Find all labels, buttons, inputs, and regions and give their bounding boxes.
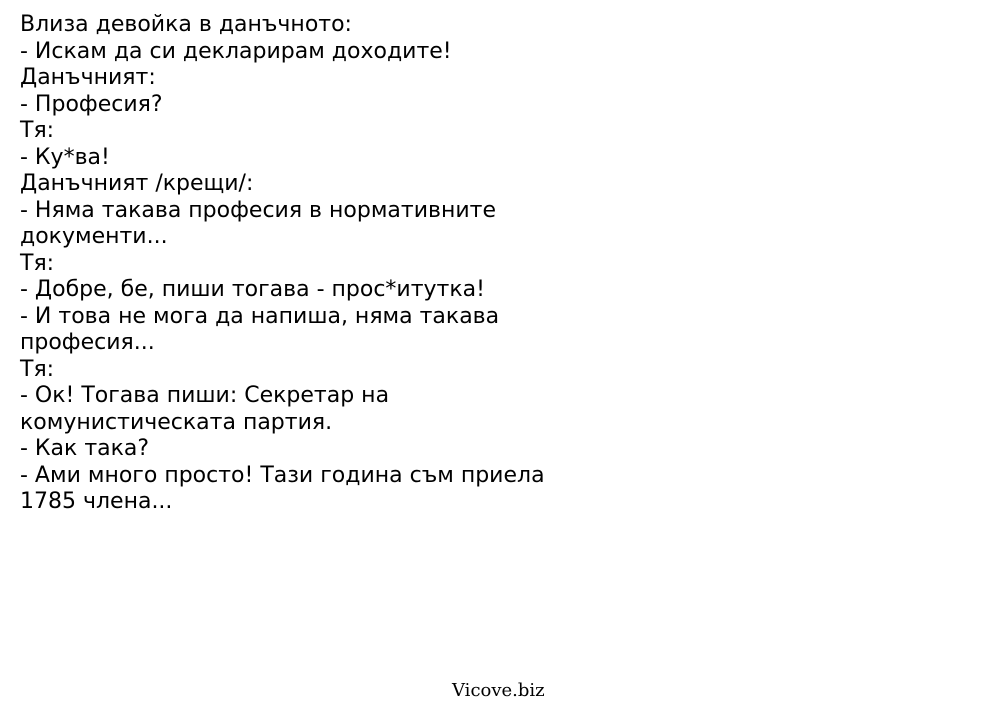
joke-line: Тя: (20, 118, 55, 143)
joke-line: - Ку*ва! (20, 144, 110, 170)
joke-line: професия... (20, 330, 155, 355)
joke-line: документи... (20, 224, 168, 249)
joke-line: - Няма такава професия в нормативните (20, 197, 497, 223)
joke-line: Тя: (20, 356, 55, 382)
joke-line: 1785 члена... (20, 489, 173, 514)
joke-text (20, 12, 660, 516)
joke-line: - Добре, бе, пиши тогава - прос*итутка! (20, 277, 485, 302)
joke-line: Влиза девойка в данъчното: (20, 12, 352, 37)
joke-line: - Професия? (20, 91, 163, 117)
joke-line: комунистическата партия. (20, 409, 333, 435)
joke-line: - Как така? (20, 436, 150, 461)
site-watermark: Vicove.biz (452, 680, 545, 701)
joke-line: - Искам да си декларирам доходите! (20, 38, 452, 64)
joke-line: - Ок! Тогава пиши: Секретар на (20, 383, 390, 408)
joke-line: - Ами много просто! Тази година съм приела (20, 462, 545, 488)
joke-line: Тя: (20, 250, 55, 276)
joke-line: Данъчният /крещи/: (20, 171, 254, 196)
joke-line: - И това не мога да напиша, няма такава (20, 303, 500, 329)
joke-line: Данъчният: (20, 65, 156, 90)
